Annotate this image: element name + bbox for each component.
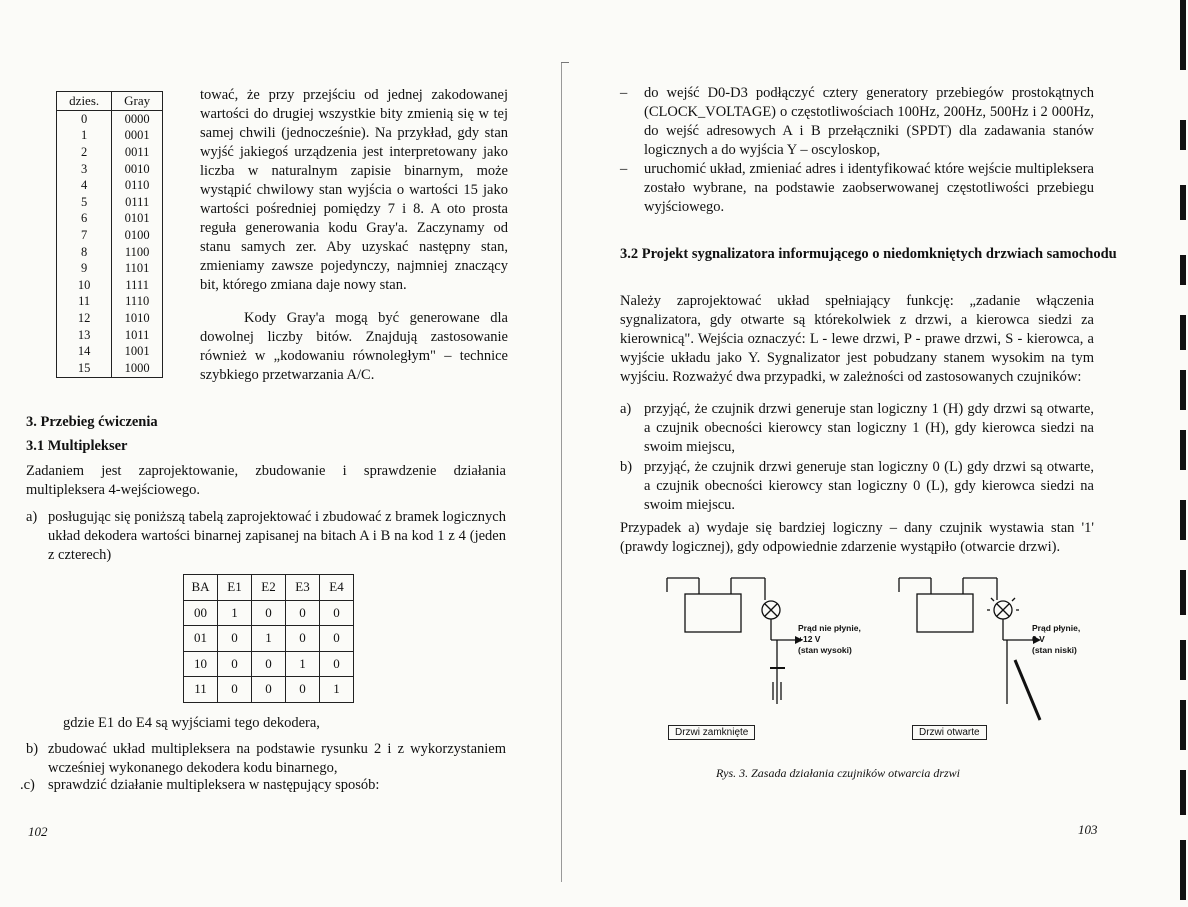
- door-switch-closed: [770, 640, 785, 704]
- truth-table-header-cell: E1: [218, 575, 252, 601]
- lamp-lit-icon: [987, 598, 1019, 619]
- closed-note-line-1: Prąd nie płynie,: [798, 623, 861, 633]
- closed-door-note: [798, 623, 861, 656]
- truth-table-cell: 0: [252, 600, 286, 626]
- gray-code-cell: 1110: [112, 294, 163, 311]
- truth-table-cell: 1: [218, 600, 252, 626]
- truth-table-cell: 1: [252, 626, 286, 652]
- gray-code-cell: 0100: [112, 227, 163, 244]
- subsection-title: 3.1 Multiplekser: [26, 438, 128, 454]
- gray-intro-paragraph: tować, że przy przejściu od jednej zakodowanej wartości do drugiej wszystkie bity zmienią się w tej samej chwili (jednocześnie). Na przykład, gdy stan wyjść jakiegoś urządzenia jest interpretowany jako liczba w naturalnym zapisie binarnym, może wystąpić chwilowy stan wyjścia o wartości 15 jako wartości pośredniej pomiędzy 7 i 8. A oto prosta reguła generowania kodu Gray'a. Zaczynamy od stanu samych zer. Aby uzyskać następny stan, zmieniamy zawsze pojedynczy, najmniej znaczący bit, którego zmiana daje nowy stan.: [200, 87, 508, 293]
- gray-decimal-cell: 6: [57, 211, 112, 228]
- truth-table-cell: 0: [218, 651, 252, 677]
- truth-table-header-cell: E3: [286, 575, 320, 601]
- gray-table-row: [57, 310, 163, 327]
- gray-decimal-cell: 15: [57, 360, 112, 377]
- truth-table-row: [184, 600, 354, 626]
- figure-caption: Rys. 3. Zasada działania czujników otwarcia drzwi: [716, 766, 961, 780]
- gray-code-cell: 0110: [112, 177, 163, 194]
- gray-decimal-cell: 0: [57, 111, 112, 128]
- right-bullet-1: [620, 84, 1094, 160]
- section-title: 3. Przebieg ćwiczenia: [26, 414, 158, 430]
- open-note-line-1: Prąd płynie,: [1032, 623, 1081, 633]
- gray-table-row: [57, 294, 163, 311]
- right-paragraph-1: Należy zaprojektować układ spełniający funkcję: „zadanie włączenia sygnalizatora, gdy otwarte są którekolwiek z drzwi, a kierowca siedzi za kierownicą". Wejścia oznaczyć: L - lewe drzwi, P - prawe drzwi, S - kierowca, a wyjście układu jako Y. Sygnalizator jest pobudzany stanem wysokim na tym wyjściu. Rozważyć dwa przypadki, w zależności od zastosowanych czujników:: [620, 293, 1094, 385]
- truth-table-cell: 0: [252, 677, 286, 703]
- gray-code-cell: 1011: [112, 327, 163, 344]
- gray-decimal-cell: 3: [57, 161, 112, 178]
- gray-decimal-cell: 10: [57, 277, 112, 294]
- left-item-b: [26, 740, 506, 778]
- gray-table-row: [57, 111, 163, 128]
- gray-decimal-cell: 5: [57, 194, 112, 211]
- gray-code-table: [56, 91, 163, 378]
- lamp-icon: [762, 601, 780, 619]
- gray-decimal-cell: 9: [57, 260, 112, 277]
- left-item-c-text: sprawdzić działanie multipleksera w następujący sposób:: [48, 777, 380, 793]
- truth-table-header-cell: E4: [320, 575, 354, 601]
- gray-table-header-gray: Gray: [112, 92, 163, 111]
- gray-decimal-cell: 14: [57, 343, 112, 360]
- truth-table-row: [184, 626, 354, 652]
- gray-table-body: [57, 111, 163, 378]
- gray-code-cell: 0010: [112, 161, 163, 178]
- left-page-number: 102: [28, 824, 48, 839]
- gray-decimal-cell: 1: [57, 128, 112, 145]
- gray-table-row: [57, 211, 163, 228]
- truth-table-cell: 00: [184, 600, 218, 626]
- gray-table-row: [57, 194, 163, 211]
- left-item-a-label: a): [26, 509, 38, 525]
- closed-door-label: Drzwi zamknięte: [668, 725, 755, 740]
- truth-table-cell: 0: [286, 600, 320, 626]
- gray-table-row: [57, 327, 163, 344]
- left-item-c-label: .c): [20, 777, 35, 793]
- gray-table-header-dec: dzies.: [57, 92, 112, 111]
- truth-table-cell: 1: [286, 651, 320, 677]
- gray-code-cell: 1000: [112, 360, 163, 377]
- decoder-truth-table: [183, 574, 354, 703]
- truth-table-cell: 0: [252, 651, 286, 677]
- gray-table-row: [57, 161, 163, 178]
- gray-table-row: [57, 128, 163, 145]
- open-door-note: [1032, 623, 1080, 656]
- gray-code-cell: 0011: [112, 144, 163, 161]
- right-page: [560, 0, 1188, 907]
- gray-code-cell: 1001: [112, 343, 163, 360]
- battery-closed-door: [667, 578, 765, 632]
- truth-table-row: [184, 651, 354, 677]
- gray-code-cell: 0001: [112, 128, 163, 145]
- gray-decimal-cell: 13: [57, 327, 112, 344]
- truth-table-body: [184, 575, 354, 703]
- truth-table-cell: 0: [320, 600, 354, 626]
- gray-decimal-cell: 8: [57, 244, 112, 261]
- left-item-a: [26, 508, 506, 565]
- right-bullet-2-text: uruchomić układ, zmieniać adres i identyfikować które wejście multipleksera zostało wybrane, na podstawie zaobserwowanej częstotliwości przebiegu wyjściowego.: [644, 161, 1094, 215]
- gray-decimal-cell: 11: [57, 294, 112, 311]
- gray-table-row: [57, 277, 163, 294]
- truth-table-cell: 0: [286, 677, 320, 703]
- gray-code-cell: 1111: [112, 277, 163, 294]
- gray-code-cell: 0111: [112, 194, 163, 211]
- gray-decimal-cell: 4: [57, 177, 112, 194]
- truth-table-cell: 01: [184, 626, 218, 652]
- right-bullet-1-text: do wejść D0-D3 podłączyć cztery generatory przebiegów prostokątnych (CLOCK_VOLTAGE) o częstotliwościach 100Hz, 200Hz, 500Hz i 2 000Hz, do wejść adresowych A i B przełączniki (SPDT) dla zadawania stanów logicznych a do wyjścia Y – oscyloskop,: [644, 85, 1094, 158]
- truth-table-cell: 0: [320, 626, 354, 652]
- gray-table-row: [57, 227, 163, 244]
- closed-note-line-2: +12 V: [798, 634, 821, 644]
- gray-code-cell: 0101: [112, 211, 163, 228]
- open-door-label: Drzwi otwarte: [912, 725, 987, 740]
- truth-table-cell: 0: [286, 626, 320, 652]
- left-page: [0, 0, 560, 907]
- left-item-c: [20, 776, 506, 795]
- truth-table-cell: 0: [218, 626, 252, 652]
- gray-decimal-cell: 7: [57, 227, 112, 244]
- truth-table-cell: 11: [184, 677, 218, 703]
- truth-table-header-row: [184, 575, 354, 601]
- gray-table-row: [57, 260, 163, 277]
- right-item-b-label: b): [620, 459, 633, 475]
- truth-table-cell: 10: [184, 651, 218, 677]
- gray-table-row: [57, 144, 163, 161]
- gray-table-row: [57, 244, 163, 261]
- gray-code-cell: 0000: [112, 111, 163, 128]
- right-bullet-2-dash: –: [620, 161, 628, 177]
- right-paragraph-2: Przypadek a) wydaje się bardziej logiczny – dany czujnik wystawia stan '1' (prawdy logicznej), gdy odpowiednie zdarzenie wystąpiło (otwarcie drzwi).: [620, 520, 1094, 555]
- gray-usage-paragraph: Kody Gray'a mogą być generowane dla dowolnej liczby bitów. Znajdują zastosowanie również w „kodowaniu równoległym" – technice szybkiego przetwarzania A/C.: [200, 310, 508, 383]
- truth-table-header-cell: E2: [252, 575, 286, 601]
- left-item-b-label: b): [26, 741, 39, 757]
- right-item-a-label: a): [620, 401, 632, 417]
- left-item-b-text: zbudować układ multipleksera na podstawie rysunku 2 i z wykorzystaniem wcześniej wykonanego dekodera kodu binarnego,: [48, 741, 506, 776]
- gray-code-cell: 1010: [112, 310, 163, 327]
- open-note-line-2: 0 V: [1032, 634, 1045, 644]
- left-item-a-text: posługując się poniższą tabelą zaprojektować i zbudować z bramek logicznych układ dekodera wartości binarnej zapisanej na bitach A i B na kod 1 z 4 (jeden z czterech): [48, 509, 506, 563]
- right-bullet-2: [620, 160, 1094, 217]
- truth-table-cell: 0: [320, 651, 354, 677]
- closed-note-line-3: (stan wysoki): [798, 645, 852, 655]
- truth-table-cell: 1: [320, 677, 354, 703]
- right-bullet-1-dash: –: [620, 85, 628, 101]
- gray-table-row: [57, 343, 163, 360]
- gray-code-cell: 1101: [112, 260, 163, 277]
- right-item-a: [620, 400, 1094, 457]
- truth-table-cell: 0: [218, 677, 252, 703]
- truth-table-header-cell: BA: [184, 575, 218, 601]
- task-paragraph: Zadaniem jest zaprojektowanie, zbudowanie i sprawdzenie działania multipleksera 4-wejściowego.: [26, 463, 506, 498]
- gray-code-cell: 1100: [112, 244, 163, 261]
- after-table-text: gdzie E1 do E4 są wyjściami tego dekodera,: [63, 715, 320, 731]
- right-item-b: [620, 458, 1094, 515]
- right-section-title: 3.2 Projekt sygnalizatora informującego o niedomkniętych drzwiach samochodu: [620, 246, 1117, 262]
- gray-table-row: [57, 177, 163, 194]
- battery-open-door: [899, 578, 997, 632]
- truth-table-row: [184, 677, 354, 703]
- right-page-number: 103: [1078, 822, 1098, 837]
- right-item-a-text: przyjąć, że czujnik drzwi generuje stan logiczny 1 (H) gdy drzwi są otwarte, a czujnik obecności kierowcy stan logiczny 1 (H), gdy kierowca siedzi na swoim miejscu,: [644, 401, 1094, 455]
- gray-decimal-cell: 12: [57, 310, 112, 327]
- right-item-b-text: przyjąć, że czujnik drzwi generuje stan logiczny 0 (L) gdy drzwi są otwarte, a czujnik obecności kierowcy stan logiczny 0 (L), gdy kierowca siedzi na swoim miejscu.: [644, 459, 1094, 513]
- gray-table-row: [57, 360, 163, 377]
- gray-decimal-cell: 2: [57, 144, 112, 161]
- open-note-line-3: (stan niski): [1032, 645, 1077, 655]
